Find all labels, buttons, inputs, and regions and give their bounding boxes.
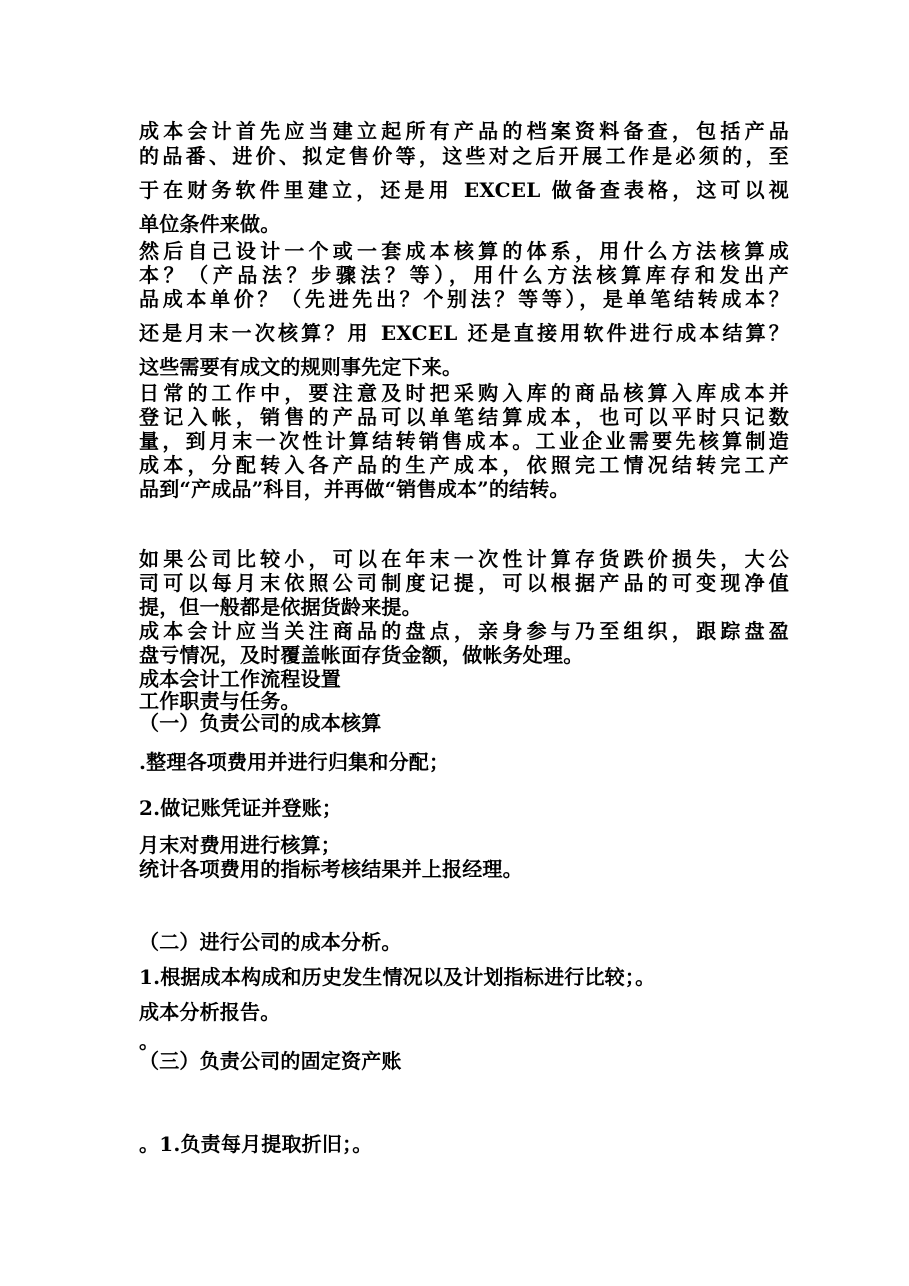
list-item: 成本分析报告。: [139, 1000, 281, 1024]
text-line: 品成本单价？（先进先出？个别法？等等），是单笔结转成本？: [139, 287, 789, 311]
section-heading: （二）进行公司的成本分析。: [139, 930, 402, 954]
text-line: 提，但一般都是依据货龄来提。: [139, 595, 422, 619]
text-line: 成本会计应当关注商品的盘点，亲身参与乃至组织，跟踪盘盈: [139, 619, 789, 643]
text-line: 登记入帐，销售的产品可以单笔结算成本，也可以平时只记数: [139, 405, 789, 429]
list-item: 1.根据成本构成和历史发生情况以及计划指标进行比较；。: [139, 965, 656, 989]
text-line: 盘亏情况，及时覆盖帐面存货金额，做帐务处理。: [139, 643, 584, 667]
text-line: 这些需要有成文的规则事先定下来。: [139, 355, 463, 379]
text-line: 量，到月末一次性计算结转销售成本。工业企业需要先核算制造: [139, 429, 789, 453]
text-line: 成本，分配转入各产品的生产成本，依照完工情况结转完工产: [139, 453, 789, 477]
text-line: 本？（产品法？步骤法？等），用什么方法核算库存和发出产: [139, 263, 789, 287]
section-heading: 成本会计工作流程设置: [139, 667, 341, 691]
list-item: 统计各项费用的指标考核结果并上报经理。: [139, 857, 523, 881]
list-item: .整理各项费用并进行归集和分配；: [139, 750, 450, 774]
list-item: 。: [139, 1029, 160, 1053]
text-line: 成本会计首先应当建立起所有产品的档案资料备查，包括产品: [139, 119, 789, 143]
text-line: 日常的工作中，要注意及时把采购入库的商品核算入库成本并: [139, 381, 789, 405]
text-line: 单位条件来做。: [139, 212, 281, 236]
list-item: 。1.负责每月提取折旧；。: [139, 1132, 373, 1156]
text-line: 司可以每月末依照公司制度记提，可以根据产品的可变现净值: [139, 571, 789, 595]
text-line: 还是月末一次核算？用 EXCEL 还是直接用软件进行成本结算？: [139, 321, 789, 345]
list-item: 2.做记账凭证并登账；: [139, 796, 343, 820]
section-heading: （三）负责公司的固定资产账: [139, 1049, 402, 1073]
text-line: 的品番、进价、拟定售价等，这些对之后开展工作是必须的，至: [139, 144, 789, 168]
text-line: 如果公司比较小，可以在年末一次性计算存货跌价损失，大公: [139, 547, 789, 571]
text-line: 品到“产成品”科目，并再做“销售成本”的结转。: [139, 477, 570, 501]
section-heading: 工作职责与任务。: [139, 689, 301, 713]
list-item: 月末对费用进行核算；: [139, 833, 341, 857]
text-line: 然后自己设计一个或一套成本核算的体系，用什么方法核算成: [139, 239, 789, 263]
text-line: 于在财务软件里建立，还是用 EXCEL 做备查表格，这可以视: [139, 178, 789, 202]
section-heading: （一）负责公司的成本核算: [139, 711, 382, 735]
